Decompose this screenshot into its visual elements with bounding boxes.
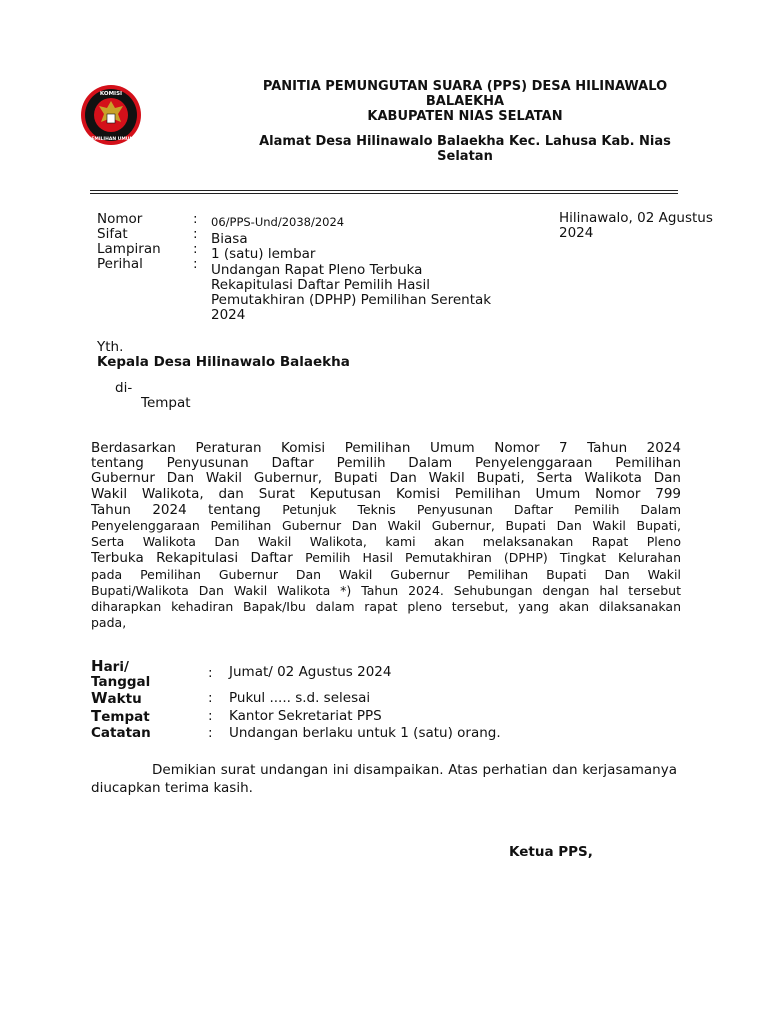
addressee-name: Kepala Desa Hilinawalo Balaekha: [97, 354, 350, 370]
body-line: [91, 615, 681, 631]
perihal-label: Perihal: [97, 256, 143, 272]
yth: Yth.: [97, 339, 124, 355]
body-line: [91, 456, 681, 471]
body-text: pada,: [91, 615, 127, 631]
letterhead: [230, 79, 700, 124]
body-text: Gubernur Dan Wakil Gubernur, Bupati Dan Wakil Bupati, Serta Walikota Dan: [91, 471, 681, 487]
colon: :: [208, 665, 213, 681]
tanggal-label: Tanggal: [91, 674, 151, 690]
tempat-value: Kantor Sekretariat PPS: [229, 708, 382, 724]
colon: :: [193, 241, 198, 257]
perihal-line: Undangan Rapat Pleno Terbuka: [211, 262, 423, 278]
perihal-line: Rekapitulasi Daftar Pemilih Hasil: [211, 277, 430, 293]
waktu-value: Pukul ..... s.d. selesai: [229, 690, 371, 706]
body-paragraph: [91, 441, 681, 631]
colon: :: [193, 256, 198, 272]
body-text: Petunjuk Teknis Penyusunan Daftar Pemilih Dalam: [282, 501, 681, 517]
body-line: [91, 518, 681, 534]
body-line: [91, 599, 681, 615]
closing-paragraph: Demikian surat undangan ini disampaikan. Atas perhatian dan kerjasamanya diucapkan terima kasih.: [91, 762, 677, 796]
hari-label: Hari/: [91, 657, 129, 675]
header-rule-top: [90, 190, 678, 191]
body-text: Berdasarkan Peraturan Komisi Pemilihan Umum Nomor 7 Tahun 2024: [91, 441, 681, 456]
body-line: [91, 487, 681, 502]
body-text: Wakil Walikota, dan Surat Keputusan Komisi Pemilihan Umum Nomor 799: [91, 486, 681, 502]
nomor-value: 06/PPS-Und/2038/2024: [211, 215, 345, 229]
colon: :: [208, 690, 213, 706]
body-text: Serta Walikota Dan Wakil Walikota, kami akan melaksanakan Rapat Pleno: [91, 534, 681, 550]
colon: :: [208, 708, 213, 724]
place-date-line2: 2024: [559, 225, 594, 241]
address-line2: Selatan: [437, 149, 493, 164]
hari-value: Jumat/ 02 Agustus 2024: [229, 664, 392, 680]
addressee-di: di-: [115, 380, 133, 396]
body-text: Terbuka Rekapitulasi Daftar: [91, 550, 306, 567]
colon: :: [208, 725, 213, 741]
sifat-value: Biasa: [211, 231, 248, 247]
body-line: [91, 567, 681, 583]
kpu-logo: [80, 84, 142, 146]
body-text: Pemilih Hasil Pemutakhiran (DPHP) Tingkat Kelurahan: [305, 550, 681, 566]
body-line: [91, 583, 681, 599]
nomor-label: Nomor: [97, 211, 143, 227]
logo-text-top: KOMISI: [99, 91, 123, 97]
lampiran-value: 1 (satu) lembar: [211, 246, 316, 262]
letterhead-line1: PANITIA PEMUNGUTAN SUARA (PPS) DESA HILINAWALO: [262, 79, 668, 94]
colon: :: [193, 211, 198, 227]
signature-title: Ketua PPS,: [509, 844, 593, 860]
body-line: [91, 550, 681, 566]
body-text: diharapkan kehadiran Bapak/Ibu dalam rapat pleno tersebut, yang akan dilaksanakan: [91, 599, 681, 615]
catatan-value: Undangan berlaku untuk 1 (satu) orang.: [229, 725, 501, 741]
logo-text-bottom: PEMILIHAN UMUM: [88, 137, 134, 142]
sifat-label: Sifat: [97, 226, 128, 242]
body-line: [91, 534, 681, 550]
lampiran-label: Lampiran: [97, 241, 161, 257]
address-line1: Alamat Desa Hilinawalo Balaekha Kec. Lahusa Kab. Nias: [259, 134, 671, 149]
body-text: tentang Penyusunan Daftar Pemilih Dalam Penyelenggaraan Pemilihan: [91, 456, 681, 472]
header-rule-bottom: [90, 193, 678, 194]
perihal-line: Pemutakhiran (DPHP) Pemilihan Serentak: [211, 292, 492, 308]
catatan-label: Catatan: [91, 725, 151, 741]
letterhead-line2: BALAEKHA: [425, 94, 505, 109]
body-text: Tahun 2024 tentang: [91, 501, 283, 518]
letterhead-address: [230, 134, 700, 164]
place-date: [559, 211, 749, 241]
body-text: pada Pemilihan Gubernur Dan Wakil Gubernur Pemilihan Bupati Dan Wakil: [91, 566, 681, 582]
addressee-tempat: Tempat: [141, 395, 191, 411]
perihal-line: 2024: [211, 307, 246, 323]
body-line: [91, 502, 681, 518]
body-text: Penyelenggaraan Pemilihan Gubernur Dan Wakil Gubernur, Bupati Dan Wakil Bupati,: [91, 518, 681, 534]
place-date-line1: Hilinawalo, 02 Agustus: [559, 210, 713, 226]
perihal-value: [211, 263, 491, 323]
body-text: Bupati/Walikota Dan Wakil Walikota *) Tahun 2024. Sehubungan dengan hal tersebut: [91, 582, 681, 598]
body-line: [91, 441, 681, 456]
colon: :: [193, 226, 198, 242]
waktu-label: Waktu: [91, 689, 142, 707]
body-line: [91, 471, 681, 486]
letterhead-line3: KABUPATEN NIAS SELATAN: [367, 109, 563, 124]
tempat-label: Tempat: [91, 707, 150, 725]
